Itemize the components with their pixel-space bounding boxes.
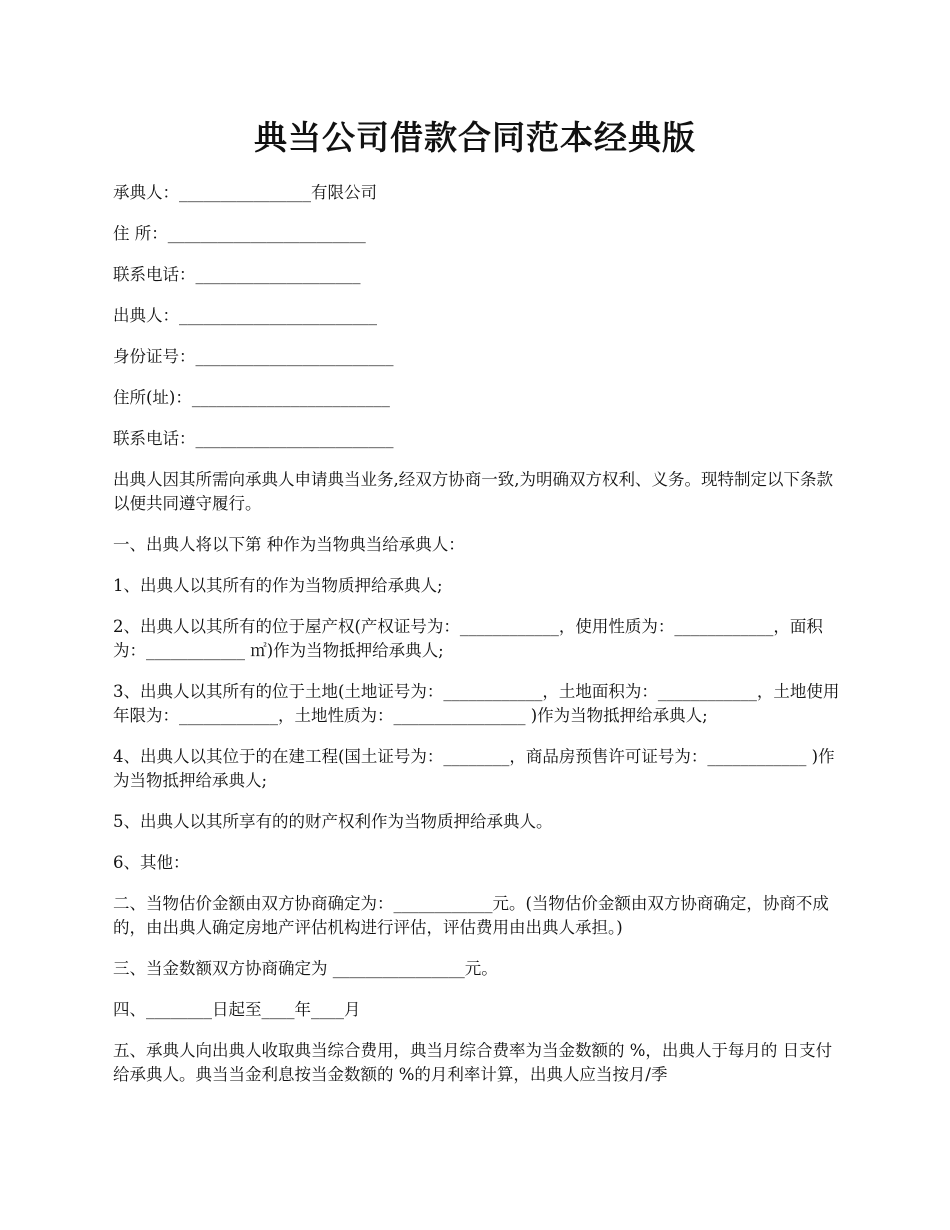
paragraph-item-2: 2、出典人以其所有的位于屋产权(产权证号为：____________，使用性质为：____________，面积为：____________ ㎡)作为当物抵押给承典人; [113,617,823,660]
document-body [113,181,841,1104]
paragraph-clause-4: 四、________日起至____年____月 [113,1000,361,1019]
field-pledgee-address: 住 所：________________________ [113,224,366,243]
field-pledgor: 出典人：________________________ [113,306,377,325]
field-pledgor-address: 住所(址)：________________________ [113,388,390,407]
paragraph-item-5: 5、出典人以其所享有的的财产权利作为当物质押给承典人。 [113,812,553,831]
paragraph-clause-3: 三、当金数额双方协商确定为 ________________元。 [113,959,498,978]
field-pledgor-phone: 联系电话：________________________ [113,429,394,448]
field-pledgee-phone: 联系电话：____________________ [113,265,361,284]
paragraph-clause-2: 二、当物估价金额由双方协商确定为：____________元。(当物估价金额由双方协商确定，协商不成的，由出典人确定房地产评估机构进行评估，评估费用由出典人承担。) [113,894,829,937]
paragraph-clause-1: 一、出典人将以下第 种作为当物典当给承典人： [113,535,465,554]
paragraph-item-3: 3、出典人以其所有的位于土地(土地证号为：____________，土地面积为：____________，土地使用年限为：____________，土地性质为：________________ )作为当物抵押给承典人; [113,682,840,725]
paragraph-clause-5: 五、承典人向出典人收取典当综合费用，典当月综合费率为当金数额的 %，出典人于每月的 日支付给承典人。典当当金利息按当金数额的 %的月利率计算，出典人应当按月/季 [113,1041,833,1084]
document-title: 典当公司借款合同范本经典版 [254,118,696,157]
paragraph-item-4: 4、出典人以其位于的在建工程(国土证号为：________，商品房预售许可证号为：____________ )作为当物抵押给承典人; [113,747,835,790]
field-id-number: 身份证号：________________________ [113,347,394,366]
field-pledgee: 承典人：________________有限公司 [113,183,377,202]
paragraph-item-1: 1、出典人以其所有的作为当物质押给承典人; [113,576,443,595]
paragraph-intro: 出典人因其所需向承典人申请典当业务,经双方协商一致,为明确双方权利、义务。现特制定以下条款以便共同遵守履行。 [113,470,833,513]
paragraph-item-6: 6、其他： [113,853,190,872]
